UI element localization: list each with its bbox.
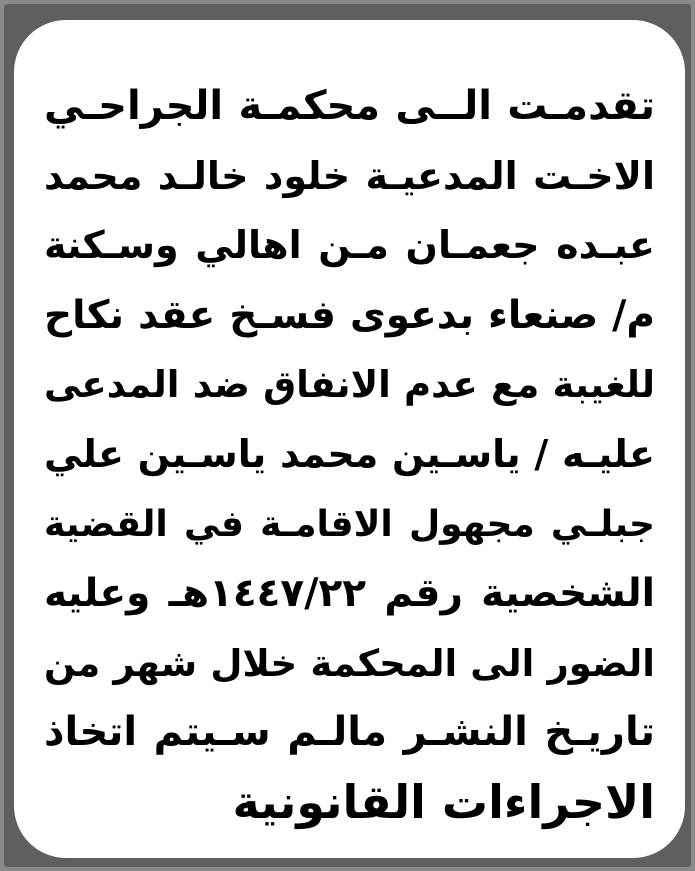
- legal-notice-text: [44, 72, 655, 838]
- notice-line-10: تاريـخ النشـر مالـم سـيتم اتخاذ: [44, 709, 655, 756]
- notice-line-8: الشخصية رقم ١٤٤٧/٢٢هـ وعليه: [44, 571, 655, 617]
- notice-line-11: الاجراءات القانونية: [232, 774, 655, 829]
- notice-line-5: للغيبة مع عدم الانفاق ضد المدعى: [44, 363, 655, 407]
- notice-line-6: عليـه / ياسـين محمد ياسـين علي: [44, 431, 655, 476]
- notice-line-4: م/ صنعاء بدعوى فسـخ عقد نكاح: [44, 292, 655, 338]
- notice-line-2: الاخـت المدعيـة خلود خالـد محمد: [44, 153, 655, 198]
- notice-line-7: جبلـي مجهول الاقامـة في القضية: [44, 503, 655, 545]
- notice-line-3: عبـده جعمـان مـن اهالي وسـكنة: [44, 223, 655, 268]
- notice-line-9: الضور الى المحكمة خلال شهر من: [44, 641, 655, 685]
- notice-card: [14, 20, 685, 858]
- notice-line-1: تقدمـت الــى محكمـة الجراحـي: [44, 83, 655, 129]
- notice-frame: [4, 4, 691, 867]
